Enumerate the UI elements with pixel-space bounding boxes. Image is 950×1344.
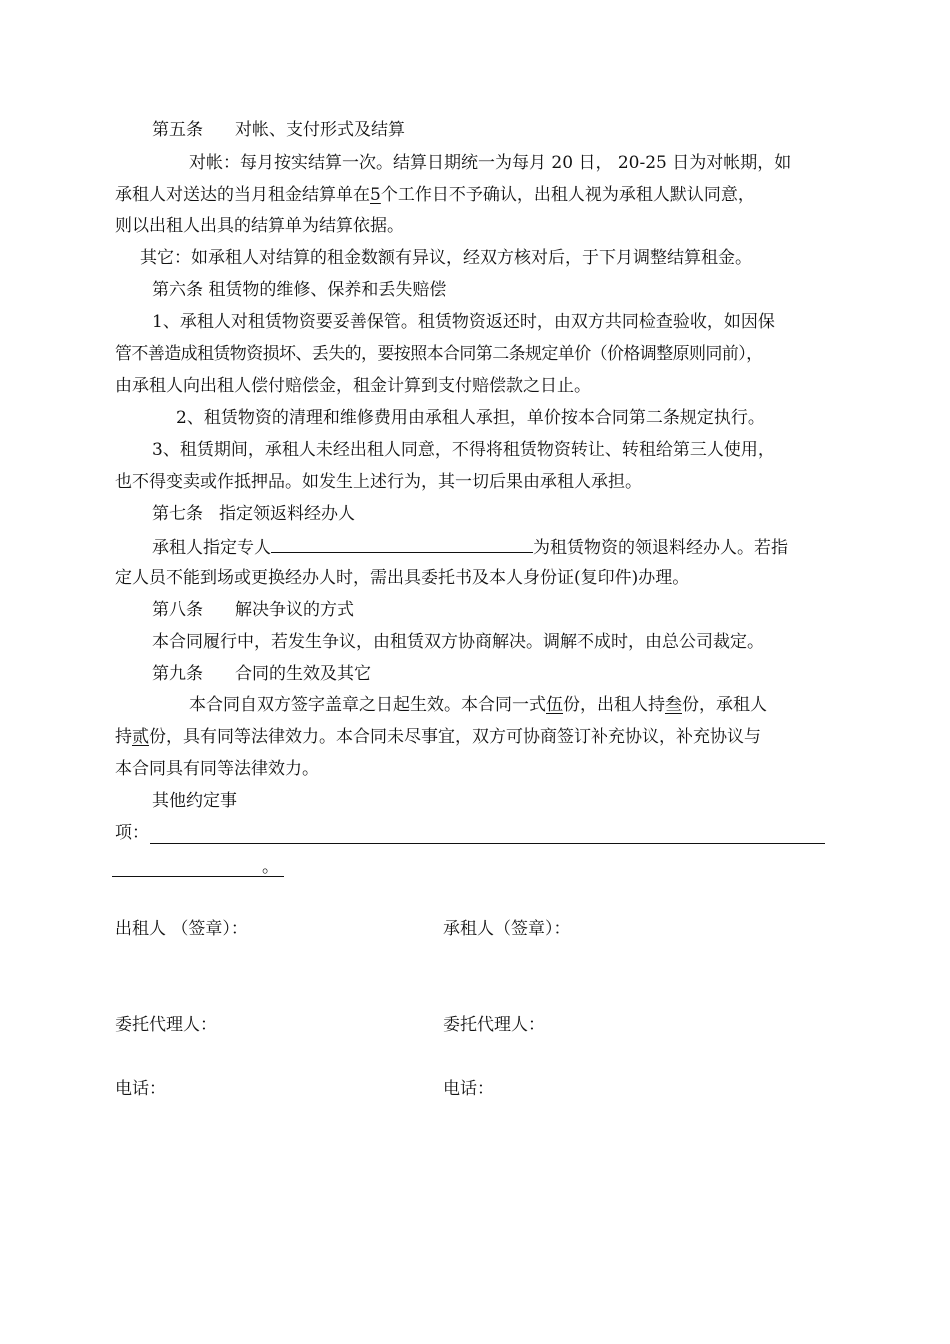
lessor-phone-label: 电话：	[115, 1079, 166, 1099]
article8-heading-title: 解决争议的方式	[235, 600, 354, 620]
other-matters-label-line1: 其他约定事	[152, 791, 237, 811]
article5-p1-line2	[115, 183, 755, 207]
article7-heading-title: 指定领返料经办人	[219, 504, 355, 524]
article6-item3-line2: 也不得变卖或作抵押品。如发生上述行为，其一切后果由承租人承担。	[115, 472, 642, 492]
article6-item2: 2、租赁物资的清理和维修费用由承租人承担，单价按本合同第二条规定执行。	[176, 408, 765, 428]
article7-line1-b: 为租赁物资的领退料经办人。若指	[533, 538, 788, 558]
article5-p2: 其它：如承租人对结算的租金数额有异议，经双方核对后，于下月调整结算租金。	[140, 248, 752, 268]
article6-item1-line1: 1、承租人对租赁物资要妥善保管。租赁物资返还时，由双方共同检查验收，如因保	[152, 312, 775, 332]
lessee-agent-label: 委托代理人：	[443, 1015, 545, 1035]
article7-heading-no: 第七条	[152, 504, 203, 524]
article9-heading-no: 第九条	[152, 664, 203, 684]
other-matters-label-line2: 项：	[115, 823, 149, 843]
article9-line1-a: 本合同自双方签字盖章之日起生效。本合同一式	[189, 695, 546, 715]
article5-p1-line2-b: 个工作日不予确认，出租人视为承租人默认同意，	[380, 185, 755, 205]
other-matters-end-mark: 。	[262, 857, 279, 877]
confirm-days-value: 5	[370, 185, 381, 205]
other-matters-blank-line1[interactable]	[150, 843, 825, 844]
article9-line2	[115, 725, 761, 749]
article8-heading	[152, 598, 354, 622]
article6-item1-line3: 由承租人向出租人偿付赔偿金，租金计算到支付赔偿款之日止。	[115, 376, 591, 396]
article5-heading-title: 对帐、支付形式及结算	[235, 120, 405, 140]
article6-item1-line2: 管不善造成租赁物资损坏、丢失的，要按照本合同第二条规定单价（价格调整原则同前），	[115, 344, 763, 364]
article6-heading: 第六条 租赁物的维修、保养和丢失赔偿	[152, 280, 447, 300]
lessee-signature-label: 承租人（签章）：	[443, 919, 571, 939]
lessor-signature-label: 出租人 （签章）：	[115, 919, 248, 939]
article7-line1	[152, 534, 788, 560]
article5-p1-line1: 对帐：每月按实结算一次。结算日期统一为每月 20 日， 20-25 日为对帐期，如	[189, 153, 792, 173]
lessor-agent-label: 委托代理人：	[115, 1015, 217, 1035]
article5-p1-line3: 则以出租人出具的结算单为结算依据。	[115, 216, 404, 236]
article9-line1	[189, 693, 767, 717]
article9-line2-b: 份，具有同等法律效力。本合同未尽事宜，双方可协商签订补充协议，补充协议与	[149, 727, 761, 747]
article6-item3-line1: 3、租赁期间，承租人未经出租人同意，不得将租赁物资转让、转租给第三人使用，	[152, 440, 775, 460]
article7-line1-a: 承租人指定专人	[152, 538, 271, 558]
article9-line1-c: 份，承租人	[682, 695, 767, 715]
agent-name-blank[interactable]	[271, 534, 533, 553]
article9-line1-b: 份，出租人持	[563, 695, 665, 715]
article9-heading-title: 合同的生效及其它	[235, 664, 371, 684]
other-matters-blank-line2[interactable]	[112, 876, 284, 877]
article9-heading	[152, 662, 371, 686]
article8-text: 本合同履行中，若发生争议，由租赁双方协商解决。调解不成时，由总公司裁定。	[152, 632, 764, 652]
article9-line3: 本合同具有同等法律效力。	[115, 759, 319, 779]
copies-total-value: 伍	[546, 695, 563, 715]
lessee-phone-label: 电话：	[443, 1079, 494, 1099]
article7-heading	[152, 502, 355, 526]
article5-heading-no: 第五条	[152, 120, 203, 140]
article7-line2: 定人员不能到场或更换经办人时，需出具委托书及本人身份证(复印件)办理。	[115, 568, 690, 588]
article8-heading-no: 第八条	[152, 600, 203, 620]
article9-line2-a: 持	[115, 727, 132, 747]
article5-p1-line2-a: 承租人对送达的当月租金结算单在	[115, 185, 370, 205]
copies-lessee-value: 贰	[132, 727, 149, 747]
copies-lessor-value: 叁	[665, 695, 682, 715]
article5-heading	[152, 118, 405, 142]
